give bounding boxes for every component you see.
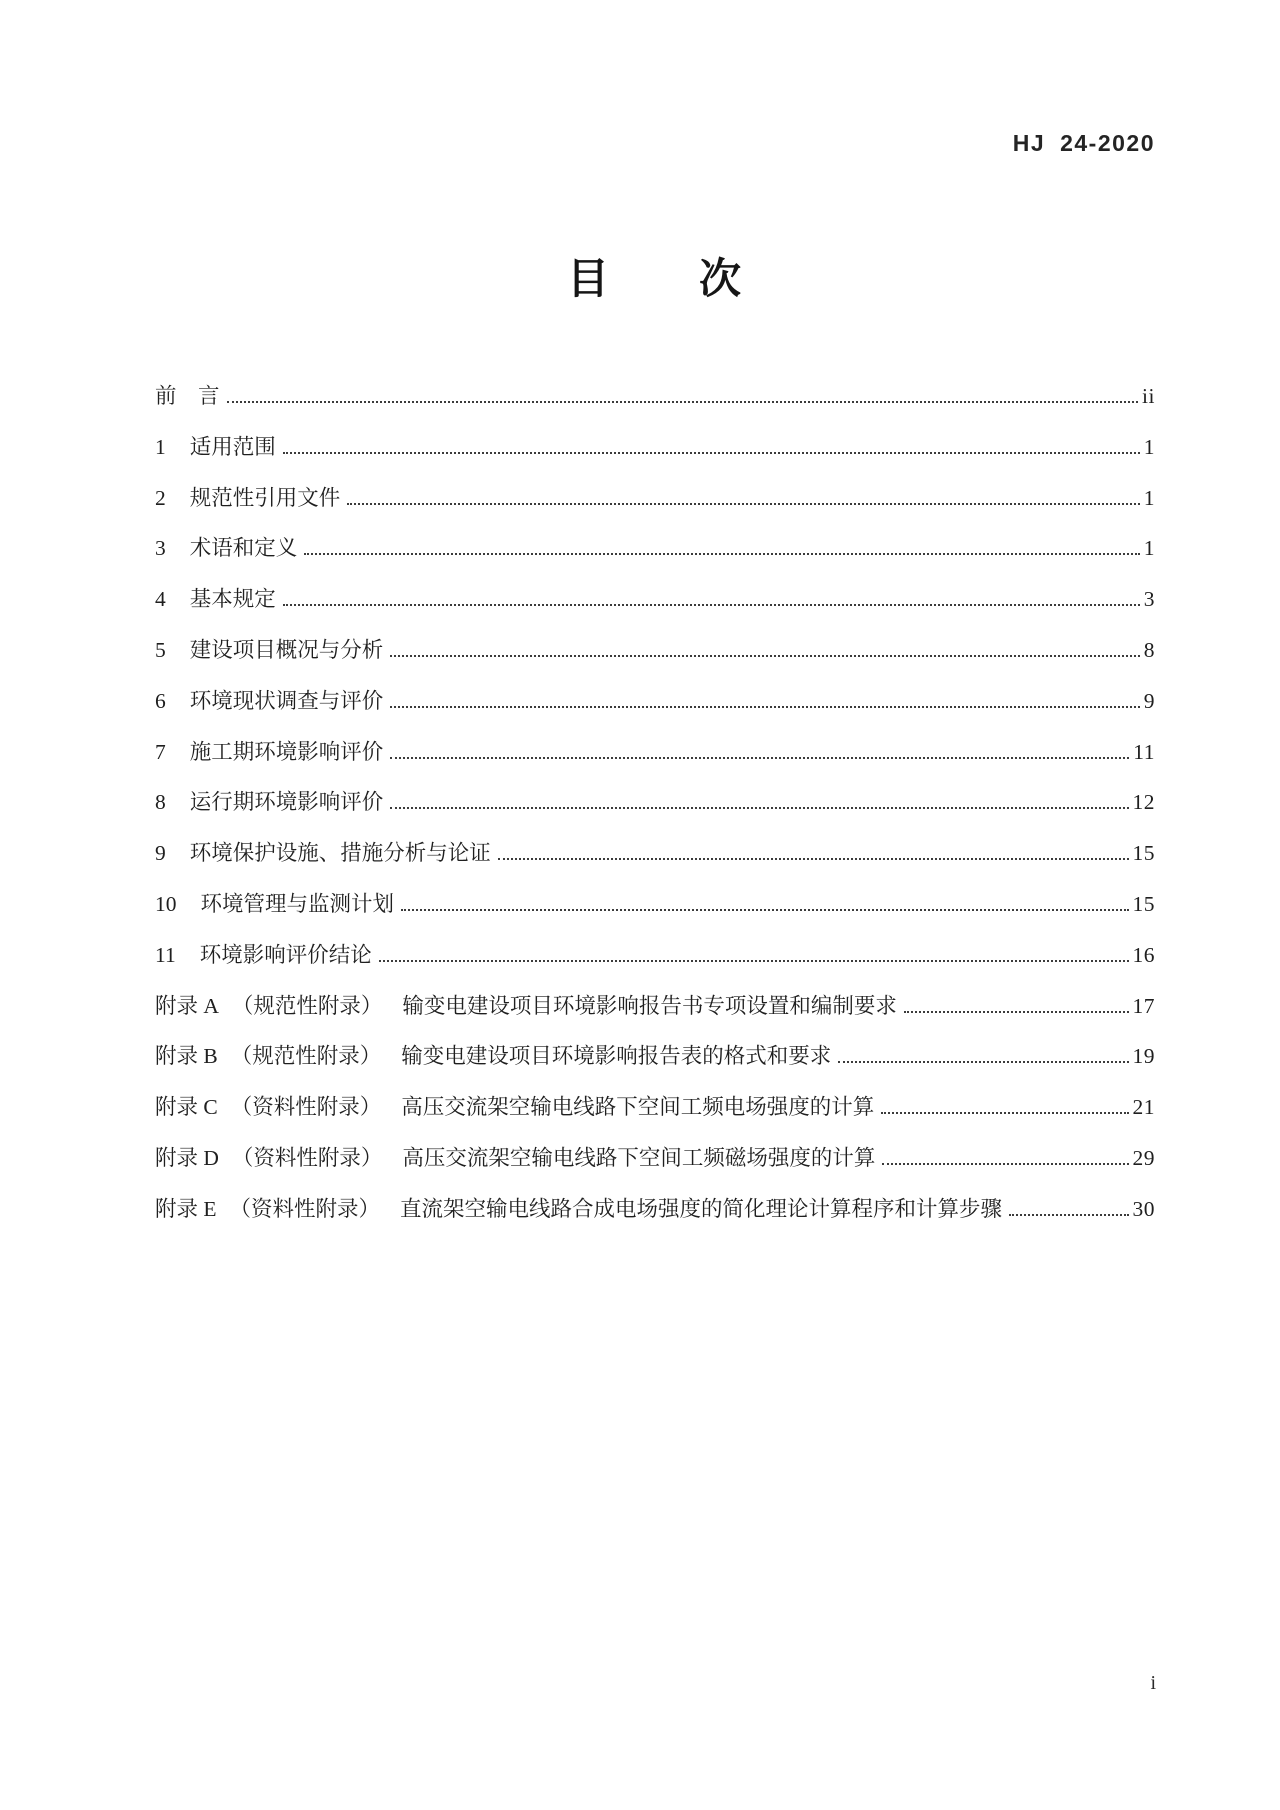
toc-entry: [155, 688, 1155, 739]
toc-entry-number: 11: [155, 942, 176, 967]
toc-entry-label: 适用范围: [189, 434, 276, 459]
toc-entry-number: 6: [155, 688, 166, 713]
toc-entry-label: 术语和定义: [189, 536, 298, 561]
toc-entry: [155, 637, 1155, 688]
toc-entry-number: 附录 D: [155, 1145, 219, 1170]
dot-leader: [838, 1061, 1128, 1063]
toc-entry: [155, 789, 1155, 840]
toc-entry-number: 附录 E: [155, 1196, 217, 1221]
toc-list: [155, 383, 1155, 1247]
toc-entry: [155, 739, 1155, 790]
toc-entry-qualifier: （规范性附录）: [231, 993, 383, 1018]
page-title: 目 次: [566, 255, 743, 302]
toc-entry-page-number: 19: [1132, 1044, 1155, 1069]
footer-page-number: i: [1150, 1672, 1156, 1694]
toc-entry: [155, 891, 1155, 942]
toc-entry-page-number: 3: [1143, 587, 1155, 612]
dot-leader: [498, 858, 1129, 860]
toc-entry-number: 4: [155, 587, 166, 612]
toc-entry-number: 附录 B: [155, 1044, 218, 1069]
toc-entry-page-number: 15: [1132, 841, 1155, 866]
dot-leader: [347, 503, 1139, 505]
toc-entry-number: 3: [155, 536, 166, 561]
dot-leader: [304, 553, 1139, 555]
dot-leader: [283, 604, 1140, 606]
toc-entry: [155, 535, 1155, 586]
toc-entry-page-number: 21: [1132, 1095, 1155, 1120]
toc-entry-page-number: 16: [1132, 942, 1155, 967]
toc-entry-qualifier: （规范性附录）: [230, 1044, 382, 1069]
toc-entry-number: 2: [155, 485, 166, 510]
toc-entry-page-number: 9: [1143, 688, 1155, 713]
toc-entry-label: 建设项目概况与分析: [189, 637, 384, 662]
dot-leader: [379, 960, 1129, 962]
toc-entry: [155, 840, 1155, 891]
toc-entry-page-number: 29: [1132, 1145, 1155, 1170]
toc-entry-page-number: 8: [1143, 637, 1155, 662]
toc-entry: [155, 485, 1155, 536]
toc-entry-page-number: 12: [1132, 790, 1155, 815]
toc-entry-label: 环境管理与监测计划: [200, 891, 395, 916]
toc-entry: [155, 586, 1155, 637]
toc-entry: [155, 1196, 1155, 1247]
dot-leader: [390, 757, 1129, 759]
toc-entry: [155, 1043, 1155, 1094]
toc-entry-number: 附录 C: [155, 1095, 218, 1120]
toc-entry-label: 运行期环境影响评价: [189, 790, 384, 815]
dot-leader: [881, 1112, 1128, 1114]
toc-entry-page-number: 30: [1132, 1196, 1155, 1221]
toc-entry-qualifier: （资料性附录）: [230, 1095, 382, 1120]
toc-entry-number: 9: [155, 841, 166, 866]
toc-entry: [155, 434, 1155, 485]
standard-number-header: HJ 24-2020: [1012, 130, 1155, 156]
dot-leader: [283, 452, 1140, 454]
dot-leader: [390, 706, 1139, 708]
dot-leader: [390, 807, 1128, 809]
toc-entry-page-number: 17: [1132, 993, 1155, 1018]
toc-entry-label: 前 言: [155, 384, 220, 408]
toc-entry-label: 高压交流架空输电线路下空间工频电场强度的计算: [401, 1095, 875, 1120]
toc-entry-page-number: 1: [1143, 434, 1155, 459]
dot-leader: [1009, 1214, 1128, 1216]
toc-entry-number: 5: [155, 637, 166, 662]
toc-entry-label: 输变电建设项目环境影响报告表的格式和要求: [401, 1044, 832, 1069]
toc-entry-number: 7: [155, 739, 166, 764]
toc-entry-number: 1: [155, 434, 166, 459]
toc-entry-label: 直流架空输电线路合成电场强度的简化理论计算程序和计算步骤: [400, 1196, 1003, 1221]
toc-entry-number: 8: [155, 790, 166, 815]
toc-entry-page-number: ii: [1142, 384, 1155, 408]
toc-entry-qualifier: （资料性附录）: [231, 1145, 383, 1170]
toc-entry-label: 规范性引用文件: [189, 485, 341, 510]
dot-leader: [401, 909, 1128, 911]
dot-leader: [904, 1011, 1129, 1013]
toc-entry-label: 高压交流架空输电线路下空间工频磁场强度的计算: [402, 1145, 876, 1170]
dot-leader: [227, 401, 1139, 403]
toc-entry-label: 环境影响评价结论: [199, 942, 372, 967]
toc-entry-label: 环境现状调查与评价: [189, 688, 384, 713]
toc-entry-number: 附录 A: [155, 993, 219, 1018]
dot-leader: [390, 655, 1139, 657]
toc-entry-page-number: 15: [1132, 891, 1155, 916]
toc-entry-page-number: 1: [1143, 536, 1155, 561]
toc-entry-label: 环境保护设施、措施分析与论证: [189, 841, 491, 866]
toc-entry-label: 基本规定: [189, 587, 276, 612]
toc-entry: [155, 1094, 1155, 1145]
toc-entry-page-number: 1: [1143, 485, 1155, 510]
toc-entry-number: 10: [155, 891, 177, 916]
toc-entry-qualifier: （资料性附录）: [229, 1196, 381, 1221]
dot-leader: [882, 1163, 1128, 1165]
toc-entry: [155, 1145, 1155, 1196]
toc-entry-label: 输变电建设项目环境影响报告书专项设置和编制要求: [402, 993, 897, 1018]
toc-entry: [155, 993, 1155, 1044]
toc-entry-page-number: 11: [1133, 739, 1155, 764]
toc-entry-label: 施工期环境影响评价: [189, 739, 384, 764]
toc-entry: [155, 383, 1155, 434]
toc-entry: [155, 942, 1155, 993]
